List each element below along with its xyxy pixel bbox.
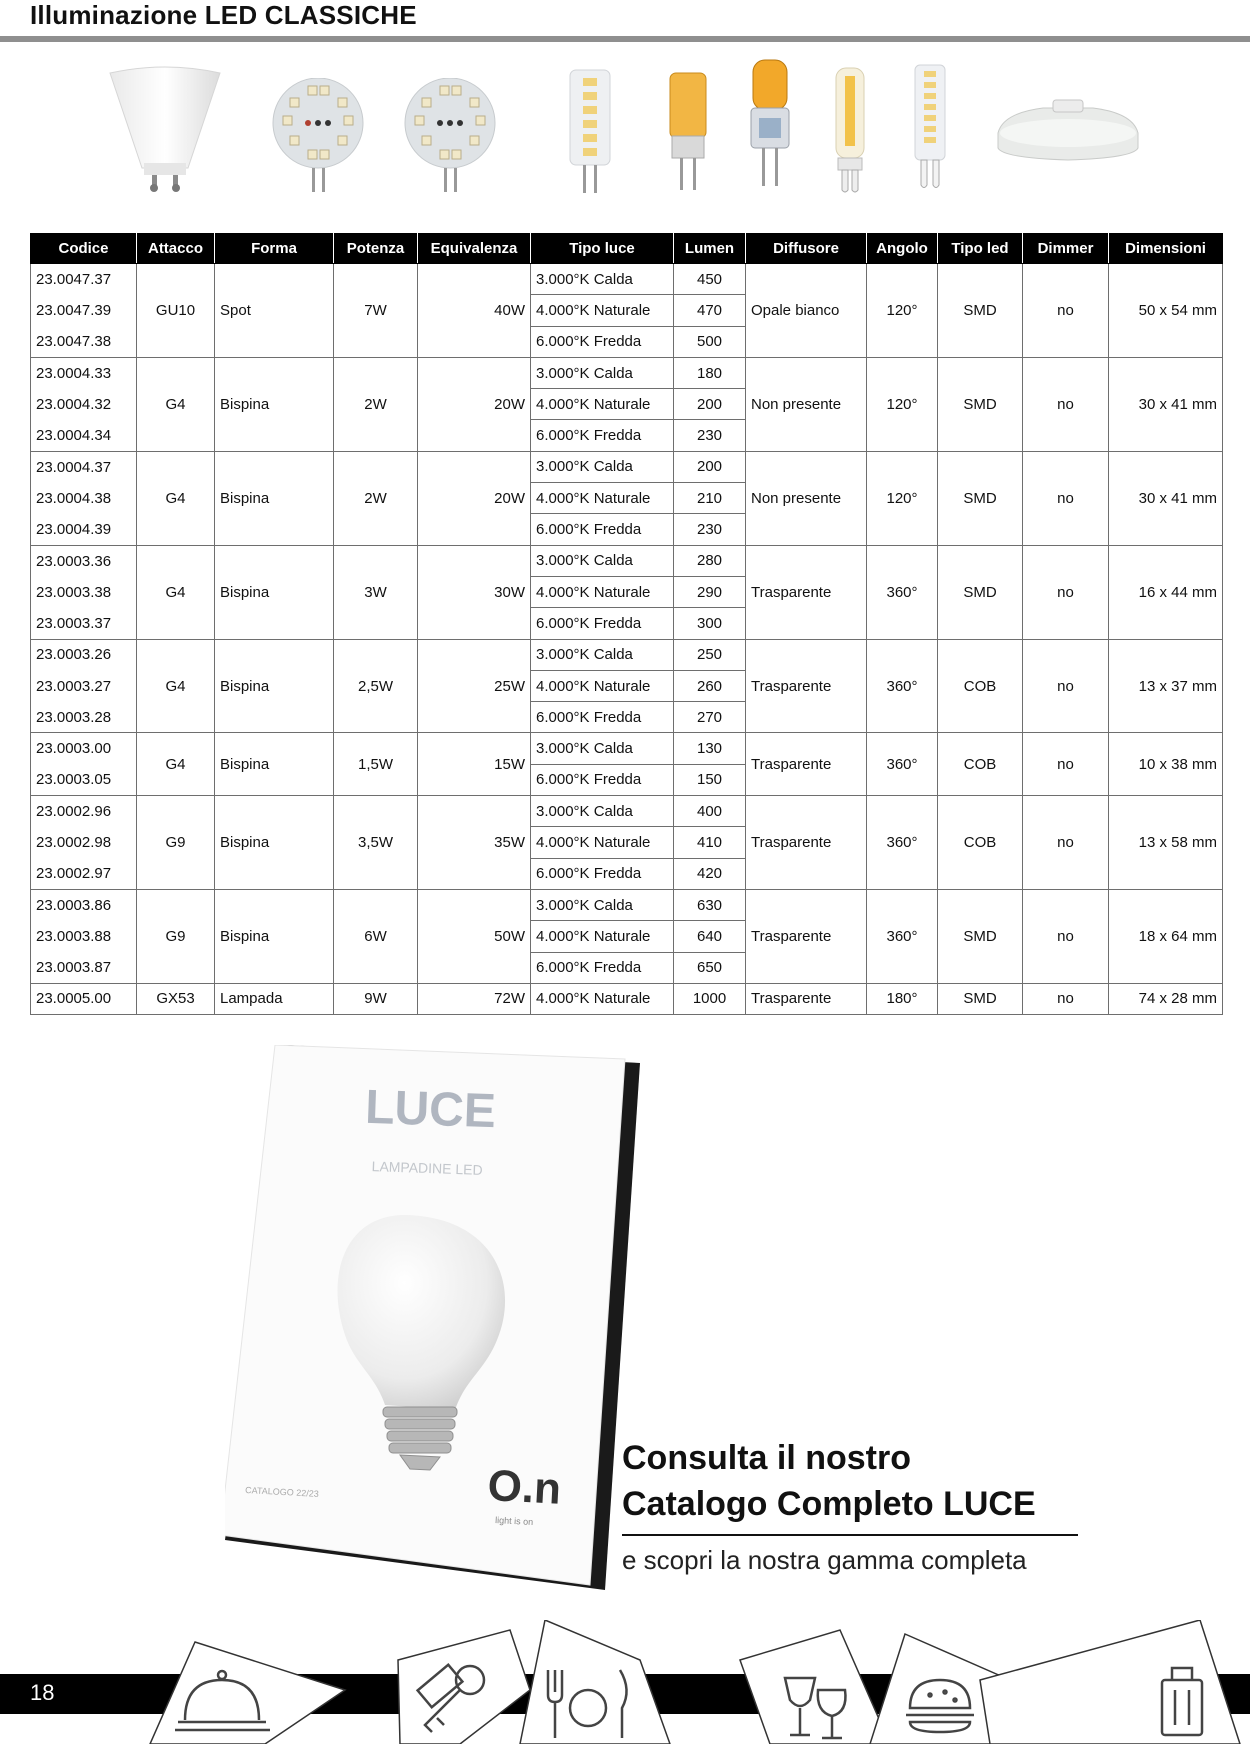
cell-lumen: 470 [674, 295, 746, 326]
cell-forma: Lampada [215, 983, 334, 1014]
g4-capsule-icon [565, 68, 615, 198]
cell-angolo: 120° [867, 264, 938, 358]
cell-lumen: 210 [674, 483, 746, 514]
cell-diffusore: Trasparente [746, 733, 867, 796]
cell-tipo-luce: 4.000°K Naturale [531, 670, 674, 701]
cell-tipo-luce: 6.000°K Fredda [531, 514, 674, 545]
col-header-tipo-luce: Tipo luce [531, 234, 674, 264]
catalog-subtitle: LAMPADINE LED [371, 1158, 483, 1178]
cell-codice: 23.0047.38 [31, 326, 137, 357]
cell-tipo-luce: 3.000°K Calda [531, 889, 674, 920]
cell-attacco: G4 [137, 639, 215, 733]
cell-angolo: 360° [867, 639, 938, 733]
cell-attacco: G4 [137, 733, 215, 796]
cell-angolo: 360° [867, 545, 938, 639]
cell-lumen: 630 [674, 889, 746, 920]
cell-dimmer: no [1023, 983, 1109, 1014]
cell-tipo-led: SMD [938, 983, 1023, 1014]
cell-dimmer: no [1023, 264, 1109, 358]
cell-codice: 23.0004.33 [31, 357, 137, 388]
cell-lumen: 290 [674, 576, 746, 607]
cell-codice: 23.0003.00 [31, 733, 137, 764]
cell-attacco: G9 [137, 796, 215, 890]
cell-codice: 23.0003.38 [31, 576, 137, 607]
cell-tipo-luce: 6.000°K Fredda [531, 420, 674, 451]
cell-lumen: 400 [674, 796, 746, 827]
cell-potenza: 2W [334, 451, 418, 545]
cell-potenza: 6W [334, 889, 418, 983]
cell-codice: 23.0003.27 [31, 670, 137, 701]
cell-attacco: G4 [137, 451, 215, 545]
col-header-attacco: Attacco [137, 234, 215, 264]
cell-potenza: 2W [334, 357, 418, 451]
cell-dimmer: no [1023, 451, 1109, 545]
cell-codice: 23.0047.39 [31, 295, 137, 326]
g4-cob-icon [663, 68, 713, 198]
table-header-row [31, 234, 1223, 264]
cell-tipo-luce: 4.000°K Naturale [531, 983, 674, 1014]
cell-lumen: 230 [674, 514, 746, 545]
spot-gu10-icon [100, 63, 230, 198]
cell-tipo-luce: 3.000°K Calda [531, 451, 674, 482]
cell-lumen: 250 [674, 639, 746, 670]
cell-potenza: 1,5W [334, 733, 418, 796]
cell-tipo-led: SMD [938, 357, 1023, 451]
cell-codice: 23.0003.26 [31, 639, 137, 670]
cell-tipo-led: SMD [938, 264, 1023, 358]
cell-forma: Bispina [215, 545, 334, 639]
cell-equivalenza: 20W [418, 451, 531, 545]
cell-angolo: 120° [867, 357, 938, 451]
cell-equivalenza: 30W [418, 545, 531, 639]
cell-codice: 23.0047.37 [31, 264, 137, 295]
promo-heading [622, 1435, 1036, 1527]
col-header-angolo: Angolo [867, 234, 938, 264]
cell-tipo-luce: 4.000°K Naturale [531, 389, 674, 420]
cell-codice: 23.0003.28 [31, 702, 137, 733]
cell-dimensioni: 13 x 58 mm [1109, 796, 1223, 890]
gx53-lamp-icon [993, 98, 1143, 168]
col-header-potenza: Potenza [334, 234, 418, 264]
cell-lumen: 640 [674, 921, 746, 952]
cell-equivalenza: 15W [418, 733, 531, 796]
cell-tipo-luce: 3.000°K Calda [531, 796, 674, 827]
cell-attacco: G9 [137, 889, 215, 983]
cell-lumen: 450 [674, 264, 746, 295]
cell-codice: 23.0002.96 [31, 796, 137, 827]
col-header-forma: Forma [215, 234, 334, 264]
table-row [31, 545, 1223, 576]
col-header-diffusore: Diffusore [746, 234, 867, 264]
table-row [31, 451, 1223, 482]
cell-forma: Bispina [215, 796, 334, 890]
cell-potenza: 9W [334, 983, 418, 1014]
table-row [31, 264, 1223, 295]
cell-lumen: 280 [674, 545, 746, 576]
title-divider [0, 36, 1250, 42]
cell-equivalenza: 72W [418, 983, 531, 1014]
cell-equivalenza: 40W [418, 264, 531, 358]
g4-cob-icon [745, 58, 795, 198]
table-row [31, 357, 1223, 388]
col-header-dimmer: Dimmer [1023, 234, 1109, 264]
cell-lumen: 200 [674, 451, 746, 482]
promo-subtitle: e scopri la nostra gamma completa [622, 1545, 1027, 1575]
cell-dimensioni: 30 x 41 mm [1109, 451, 1223, 545]
cell-forma: Bispina [215, 639, 334, 733]
cell-codice: 23.0005.00 [31, 983, 137, 1014]
col-header-equivalenza: Equivalenza [418, 234, 531, 264]
cell-codice: 23.0003.86 [31, 889, 137, 920]
cell-diffusore: Opale bianco [746, 264, 867, 358]
cell-lumen: 200 [674, 389, 746, 420]
cell-potenza: 3W [334, 545, 418, 639]
cell-lumen: 300 [674, 608, 746, 639]
specs-table [30, 233, 1223, 1015]
cell-codice: 23.0002.97 [31, 858, 137, 889]
cell-forma: Bispina [215, 733, 334, 796]
cell-lumen: 650 [674, 952, 746, 983]
cell-equivalenza: 35W [418, 796, 531, 890]
cell-tipo-luce: 6.000°K Fredda [531, 702, 674, 733]
cell-tipo-luce: 4.000°K Naturale [531, 576, 674, 607]
page-number: 18 [30, 1680, 55, 1705]
page-title: Illuminazione LED CLASSICHE [30, 0, 417, 30]
cell-tipo-luce: 4.000°K Naturale [531, 295, 674, 326]
catalog-title: LUCE [364, 1080, 497, 1139]
cell-dimmer: no [1023, 796, 1109, 890]
cell-codice: 23.0003.05 [31, 764, 137, 795]
cell-equivalenza: 50W [418, 889, 531, 983]
cell-dimmer: no [1023, 357, 1109, 451]
cell-lumen: 130 [674, 733, 746, 764]
cell-tipo-luce: 6.000°K Fredda [531, 764, 674, 795]
cell-dimensioni: 18 x 64 mm [1109, 889, 1223, 983]
footer-category-icons [0, 1620, 1250, 1744]
cell-tipo-led: SMD [938, 451, 1023, 545]
cell-diffusore: Trasparente [746, 796, 867, 890]
cell-codice: 23.0003.36 [31, 545, 137, 576]
cell-dimensioni: 74 x 28 mm [1109, 983, 1223, 1014]
cell-tipo-luce: 6.000°K Fredda [531, 326, 674, 357]
cell-codice: 23.0002.98 [31, 827, 137, 858]
catalog-edition: CATALOGO 22/23 [244, 1485, 320, 1499]
cell-forma: Bispina [215, 357, 334, 451]
promo-heading-line2: Catalogo Completo LUCE [622, 1485, 1036, 1523]
cell-tipo-led: COB [938, 796, 1023, 890]
g4-disc-icon [400, 78, 500, 198]
cell-diffusore: Trasparente [746, 639, 867, 733]
cell-tipo-luce: 6.000°K Fredda [531, 952, 674, 983]
cell-equivalenza: 20W [418, 357, 531, 451]
cell-angolo: 360° [867, 889, 938, 983]
promo-heading-line1: Consulta il nostro [622, 1439, 911, 1477]
cell-potenza: 7W [334, 264, 418, 358]
cell-dimmer: no [1023, 639, 1109, 733]
cell-lumen: 410 [674, 827, 746, 858]
table-row [31, 796, 1223, 827]
cell-codice: 23.0004.37 [31, 451, 137, 482]
cell-lumen: 180 [674, 357, 746, 388]
g9-cob-icon [830, 66, 870, 201]
cell-potenza: 3,5W [334, 796, 418, 890]
cell-lumen: 230 [674, 420, 746, 451]
cell-lumen: 260 [674, 670, 746, 701]
cell-equivalenza: 25W [418, 639, 531, 733]
cell-codice: 23.0003.87 [31, 952, 137, 983]
catalog-logo: O.n [486, 1461, 563, 1514]
cell-diffusore: Non presente [746, 357, 867, 451]
cell-tipo-luce: 4.000°K Naturale [531, 921, 674, 952]
catalog-logo-tagline: light is on [494, 1515, 534, 1527]
cell-codice: 23.0004.34 [31, 420, 137, 451]
col-header-tipo-led: Tipo led [938, 234, 1023, 264]
cell-potenza: 2,5W [334, 639, 418, 733]
cell-dimmer: no [1023, 889, 1109, 983]
cell-tipo-led: SMD [938, 889, 1023, 983]
cell-attacco: G4 [137, 357, 215, 451]
cell-lumen: 420 [674, 858, 746, 889]
cell-tipo-luce: 6.000°K Fredda [531, 608, 674, 639]
cell-forma: Bispina [215, 889, 334, 983]
cell-tipo-luce: 4.000°K Naturale [531, 827, 674, 858]
cell-tipo-led: COB [938, 733, 1023, 796]
cell-diffusore: Trasparente [746, 889, 867, 983]
cell-tipo-luce: 4.000°K Naturale [531, 483, 674, 514]
cell-codice: 23.0004.39 [31, 514, 137, 545]
table-row [31, 983, 1223, 1014]
cell-tipo-luce: 3.000°K Calda [531, 264, 674, 295]
col-header-codice: Codice [31, 234, 137, 264]
cell-tipo-luce: 3.000°K Calda [531, 545, 674, 576]
cell-dimmer: no [1023, 733, 1109, 796]
cell-tipo-luce: 6.000°K Fredda [531, 858, 674, 889]
cell-attacco: GU10 [137, 264, 215, 358]
cell-lumen: 500 [674, 326, 746, 357]
cell-lumen: 150 [674, 764, 746, 795]
cell-dimensioni: 30 x 41 mm [1109, 357, 1223, 451]
cell-forma: Spot [215, 264, 334, 358]
g9-smd-icon [910, 63, 950, 198]
promo-divider [622, 1534, 1078, 1536]
cell-attacco: G4 [137, 545, 215, 639]
cell-tipo-luce: 3.000°K Calda [531, 357, 674, 388]
cell-angolo: 180° [867, 983, 938, 1014]
catalog-cover-image [225, 1045, 645, 1590]
col-header-dimensioni: Dimensioni [1109, 234, 1223, 264]
cell-diffusore: Non presente [746, 451, 867, 545]
cell-forma: Bispina [215, 451, 334, 545]
cell-tipo-luce: 3.000°K Calda [531, 639, 674, 670]
cell-diffusore: Trasparente [746, 545, 867, 639]
cell-dimmer: no [1023, 545, 1109, 639]
cell-dimensioni: 10 x 38 mm [1109, 733, 1223, 796]
cell-diffusore: Trasparente [746, 983, 867, 1014]
cell-tipo-luce: 3.000°K Calda [531, 733, 674, 764]
col-header-lumen: Lumen [674, 234, 746, 264]
cell-angolo: 360° [867, 733, 938, 796]
cell-tipo-led: SMD [938, 545, 1023, 639]
table-row [31, 639, 1223, 670]
cell-tipo-led: COB [938, 639, 1023, 733]
cell-angolo: 120° [867, 451, 938, 545]
cell-lumen: 1000 [674, 983, 746, 1014]
cell-dimensioni: 50 x 54 mm [1109, 264, 1223, 358]
cell-lumen: 270 [674, 702, 746, 733]
cell-codice: 23.0003.37 [31, 608, 137, 639]
cell-codice: 23.0004.32 [31, 389, 137, 420]
cell-dimensioni: 13 x 37 mm [1109, 639, 1223, 733]
product-images-row [100, 58, 1160, 208]
cell-angolo: 360° [867, 796, 938, 890]
g4-disc-icon [268, 78, 368, 198]
cell-attacco: GX53 [137, 983, 215, 1014]
table-row [31, 733, 1223, 764]
cell-codice: 23.0004.38 [31, 483, 137, 514]
table-row [31, 889, 1223, 920]
cell-codice: 23.0003.88 [31, 921, 137, 952]
cell-dimensioni: 16 x 44 mm [1109, 545, 1223, 639]
